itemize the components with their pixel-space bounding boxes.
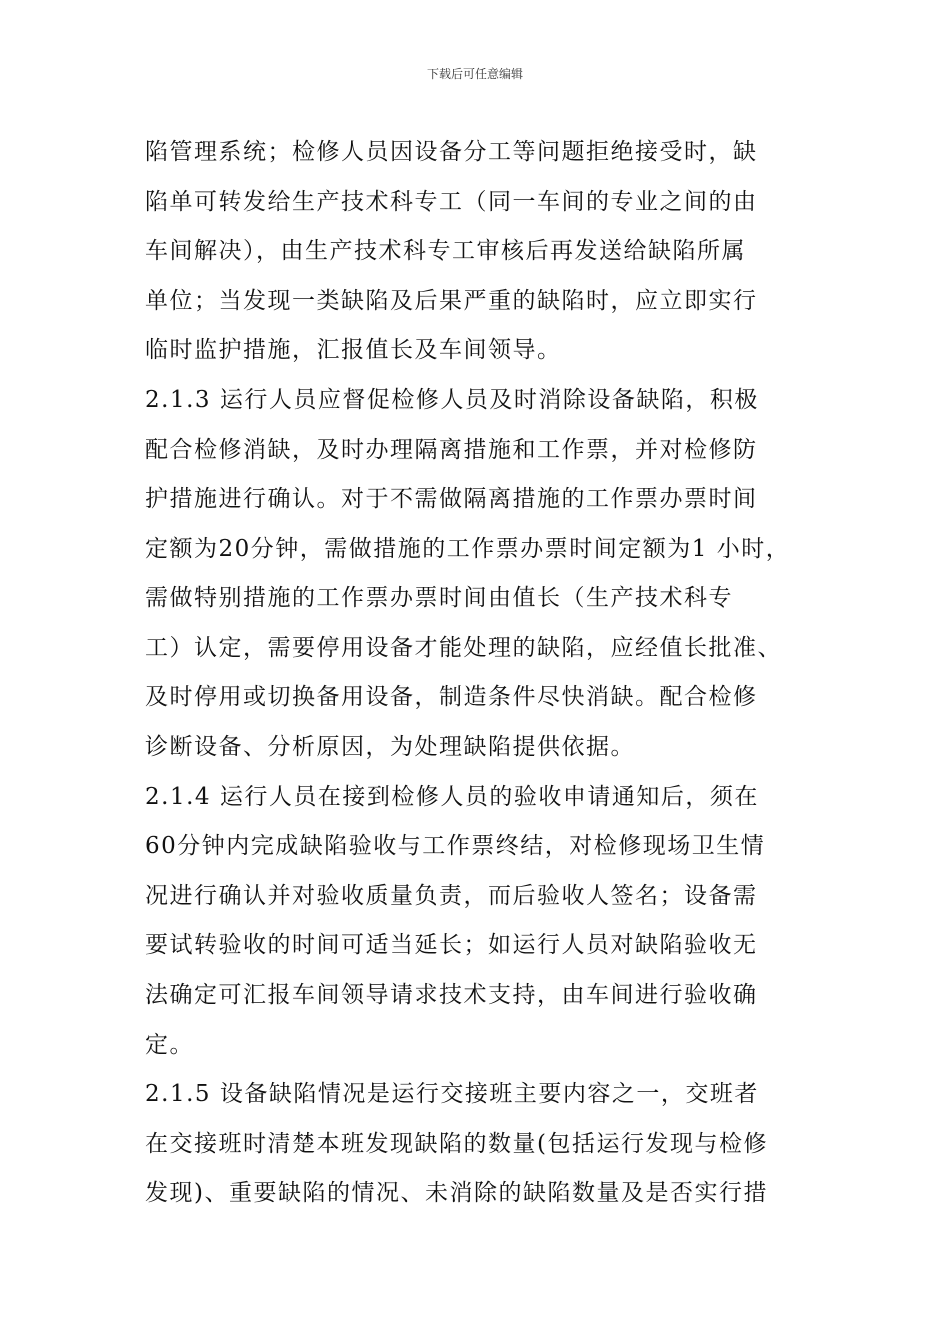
body-line: 单位；当发现一类缺陷及后果严重的缺陷时，应立即实行: [145, 288, 758, 314]
body-line: 陷管理系统；检修人员因设备分工等问题拒绝接受时，缺: [145, 139, 758, 165]
body-line: 配合检修消缺，及时办理隔离措施和工作票，并对检修防: [145, 437, 758, 463]
body-line: 诊断设备、分析原因，为处理缺陷提供依据。: [145, 734, 635, 760]
body-line: 2.1.3 运行人员应督促检修人员及时消除设备缺陷，积极: [145, 387, 759, 413]
body-line: 需做特别措施的工作票办票时间由值长（生产技术科专: [145, 585, 733, 611]
body-line: 车间解决），由生产技术科专工审核后再发送给缺陷所属: [145, 238, 746, 264]
body-line: 在交接班时清楚本班发现缺陷的数量(包括运行发现与检修: [145, 1131, 768, 1157]
body-line: 60分钟内完成缺陷验收与工作票终结，对检修现场卫生情: [145, 833, 766, 859]
body-line: 定额为20分钟，需做措施的工作票办票时间定额为1 小时，: [145, 536, 791, 562]
body-line: 2.1.4 运行人员在接到检修人员的验收申请通知后，须在: [145, 784, 759, 810]
body-line: 要试转验收的时间可适当延长；如运行人员对缺陷验收无: [145, 932, 758, 958]
body-line: 定。: [145, 1032, 194, 1058]
body-line: 发现)、重要缺陷的情况、未消除的缺陷数量及是否实行措: [145, 1180, 768, 1206]
body-line: 临时监护措施，汇报值长及车间领导。: [145, 337, 562, 363]
body-line: 2.1.5 设备缺陷情况是运行交接班主要内容之一，交班者: [145, 1081, 759, 1107]
body-line: 工）认定，需要停用设备才能处理的缺陷，应经值长批准、: [145, 635, 782, 661]
body-line: 陷单可转发给生产技术科专工（同一车间的专业之间的由: [145, 189, 758, 215]
body-line: 况进行确认并对验收质量负责，而后验收人签名；设备需: [145, 883, 758, 909]
body-line: 及时停用或切换备用设备，制造条件尽快消缺。配合检修: [145, 684, 758, 710]
body-line: 护措施进行确认。对于不需做隔离措施的工作票办票时间: [145, 486, 758, 512]
page-header: 下载后可任意编辑: [426, 67, 523, 81]
body-line: 法确定可汇报车间领导请求技术支持，由车间进行验收确: [145, 982, 758, 1008]
